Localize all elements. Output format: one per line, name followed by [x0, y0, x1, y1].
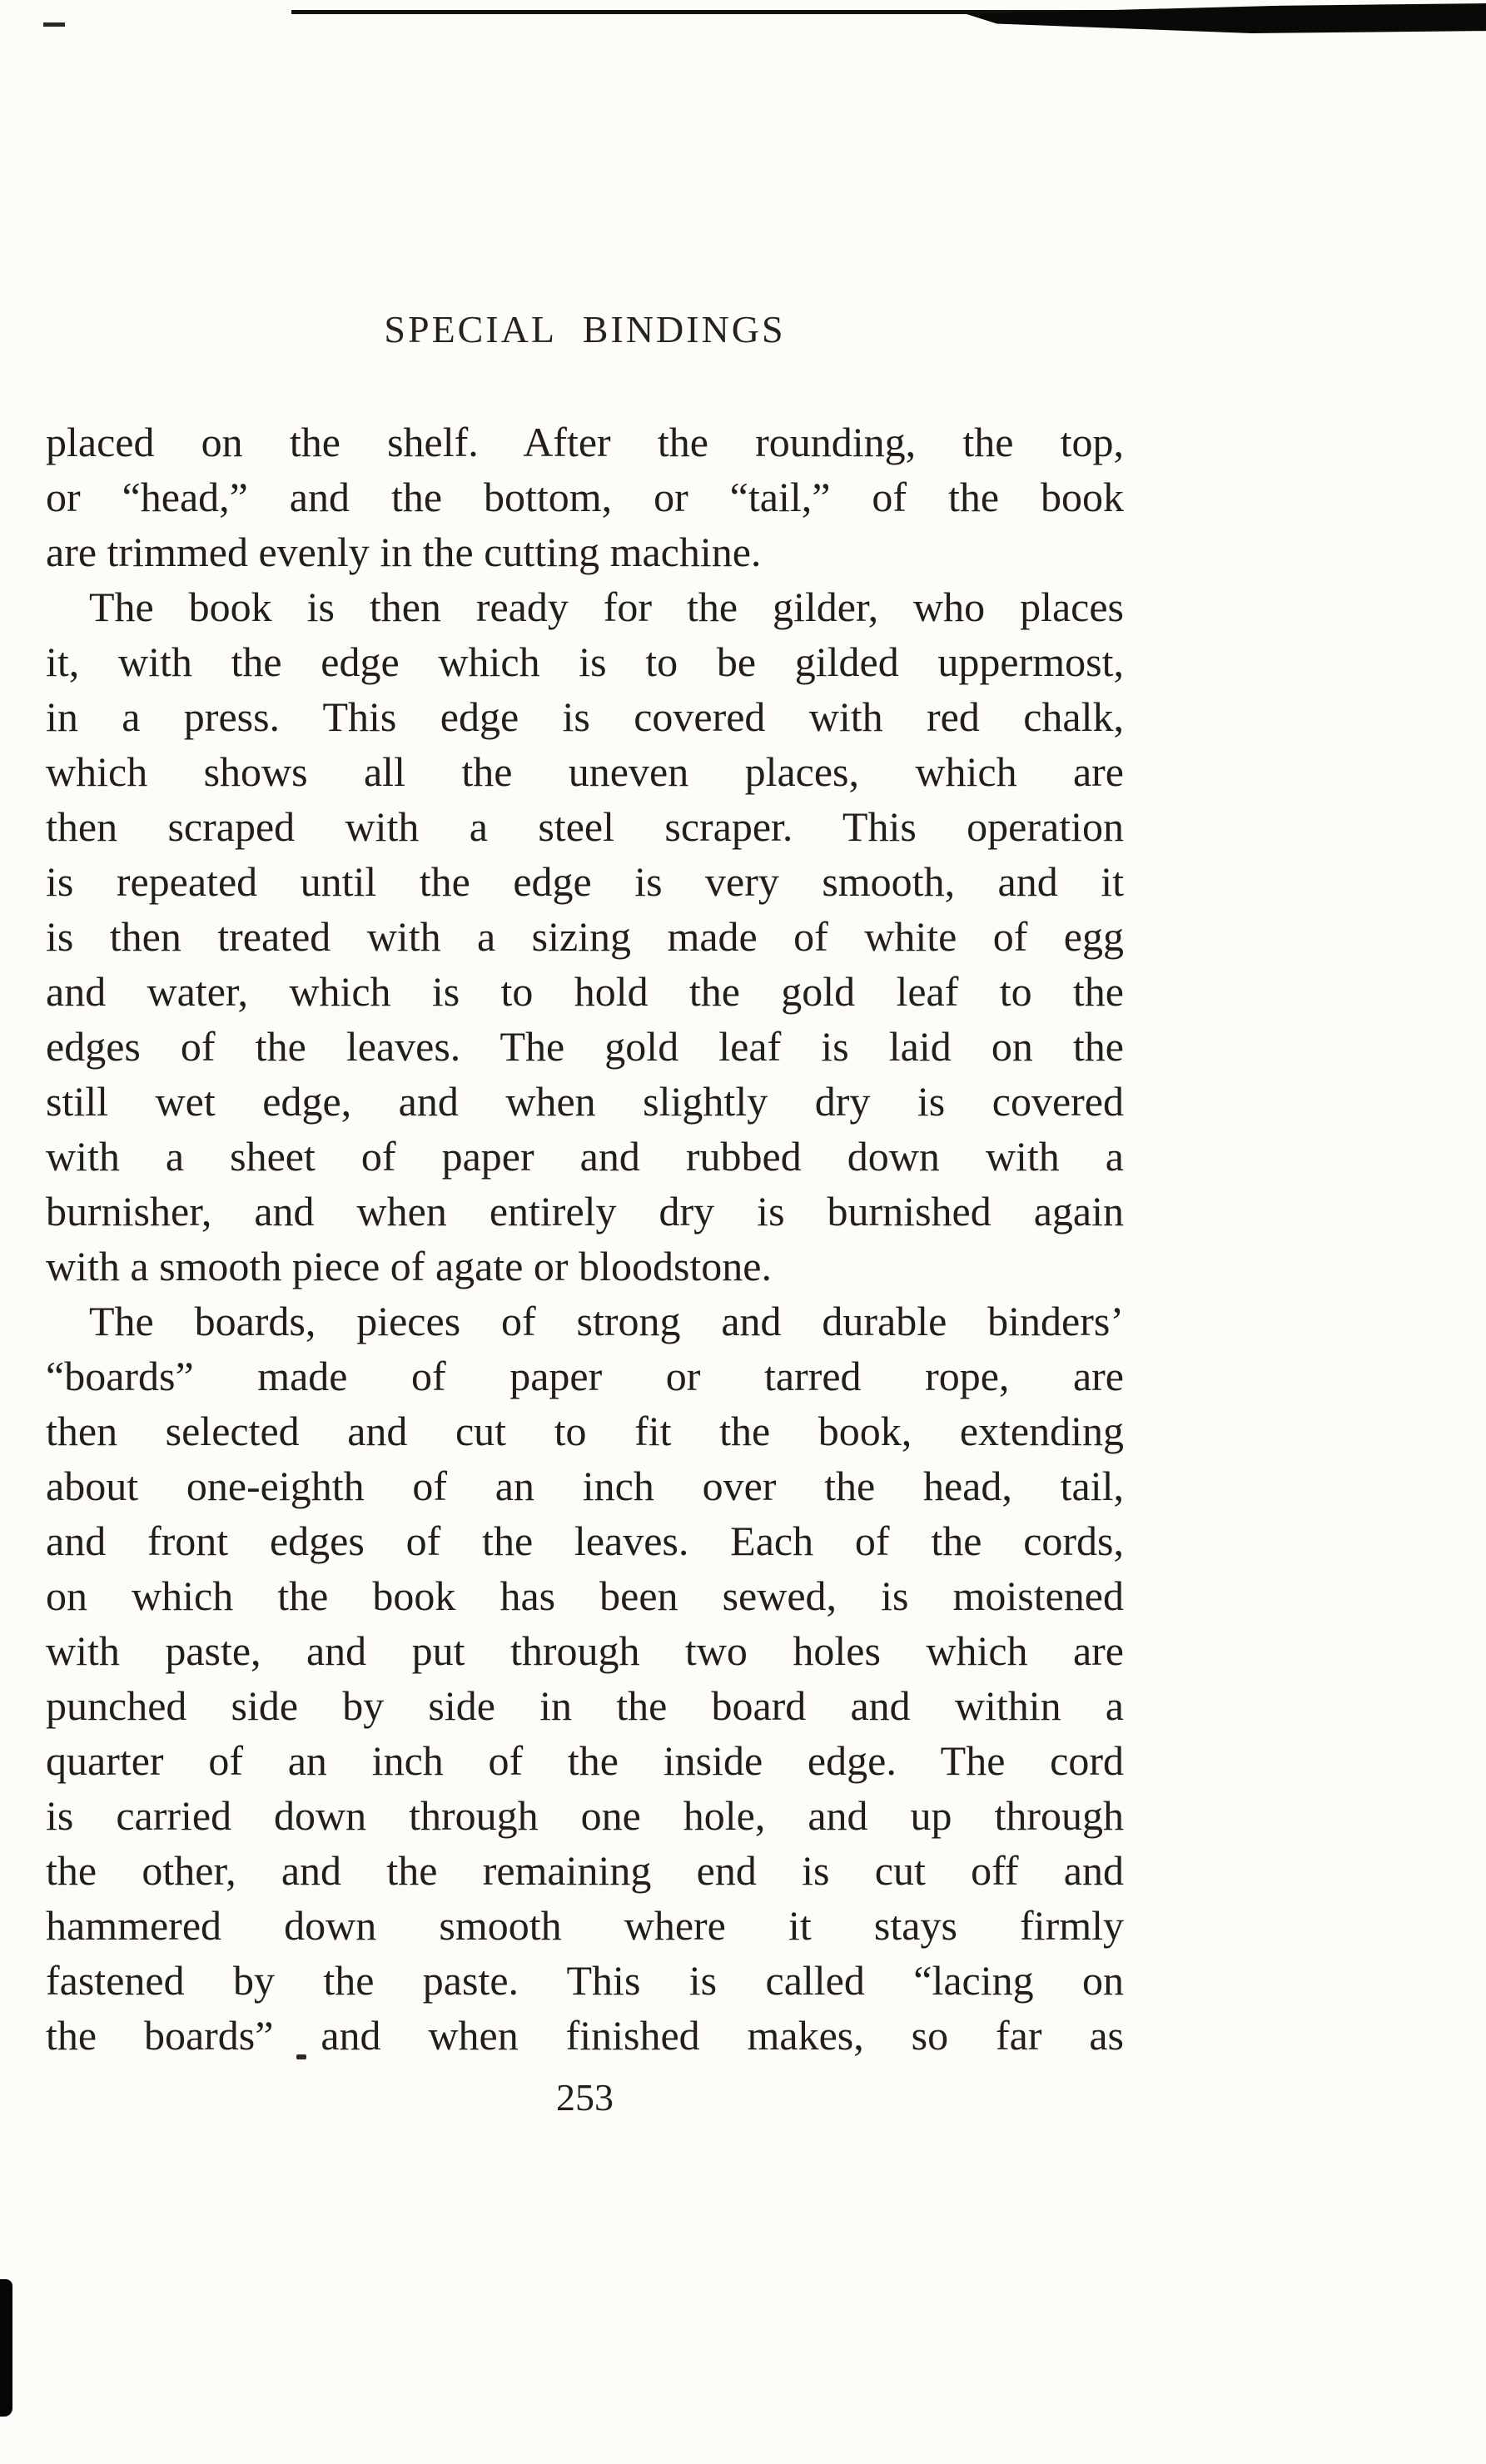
text-line: are trimmed evenly in the cutting machine.: [46, 529, 762, 575]
text-line: placed on the shelf. After the rounding, the top,: [46, 419, 1124, 465]
text-line: fastened by the paste. This is called “lacing on: [46, 1957, 1124, 2004]
text-line: hammered down smooth where it stays firmly: [46, 1902, 1124, 1949]
text-line: still wet edge, and when slightly dry is covered: [46, 1078, 1124, 1125]
text-line: burnisher, and when entirely dry is burnished again: [46, 1188, 1124, 1234]
text-line: with a sheet of paper and rubbed down with a: [46, 1133, 1124, 1180]
text-line: is then treated with a sizing made of white of egg: [46, 913, 1124, 960]
text-line: then selected and cut to fit the book, extending: [46, 1408, 1124, 1454]
page-header: SPECIAL BINDINGS: [384, 308, 786, 350]
text-line: which shows all the uneven places, which are: [46, 748, 1124, 795]
scan-artifact-edge-blob: [0, 2279, 12, 2417]
text-line: is carried down through one hole, and up through: [46, 1792, 1124, 1839]
text-line: The book is then ready for the gilder, who places: [89, 584, 1124, 630]
text-line: in a press. This edge is covered with red chalk,: [46, 693, 1124, 740]
text-line: and water, which is to hold the gold leaf to the: [46, 968, 1124, 1015]
text-line: the boards” and when finished makes, so far as: [46, 2012, 1124, 2059]
text-line: or “head,” and the bottom, or “tail,” of the book: [46, 474, 1124, 520]
text-line: then scraped with a steel scraper. This operation: [46, 803, 1124, 850]
text-line: edges of the leaves. The gold leaf is laid on the: [46, 1023, 1124, 1070]
text-line: The boards, pieces of strong and durable binders’: [89, 1298, 1124, 1344]
text-line: on which the book has been sewed, is moistened: [46, 1572, 1124, 1619]
scan-artifact-top-dash: [43, 22, 65, 27]
text-line: about one-eighth of an inch over the head, tail,: [46, 1463, 1124, 1509]
text-line: is repeated until the edge is very smooth, and it: [46, 858, 1124, 905]
scan-artifact-top-wedge: [966, 3, 1486, 33]
text-line: with a smooth piece of agate or bloodstone.: [46, 1243, 772, 1289]
text-line: it, with the edge which is to be gilded uppermost,: [46, 638, 1124, 685]
text-line: quarter of an inch of the inside edge. The cord: [46, 1737, 1124, 1784]
text-line: “boards” made of paper or tarred rope, are: [46, 1353, 1124, 1399]
text-line: with paste, and put through two holes which are: [46, 1627, 1124, 1674]
text-line: punched side by side in the board and within a: [46, 1682, 1124, 1729]
page-number: 253: [556, 2076, 614, 2119]
text-block: [46, 306, 1124, 2121]
text-line: and front edges of the leaves. Each of the cords,: [46, 1518, 1124, 1564]
body-text: [46, 415, 1124, 2063]
text-line: the other, and the remaining end is cut off and: [46, 1847, 1124, 1894]
